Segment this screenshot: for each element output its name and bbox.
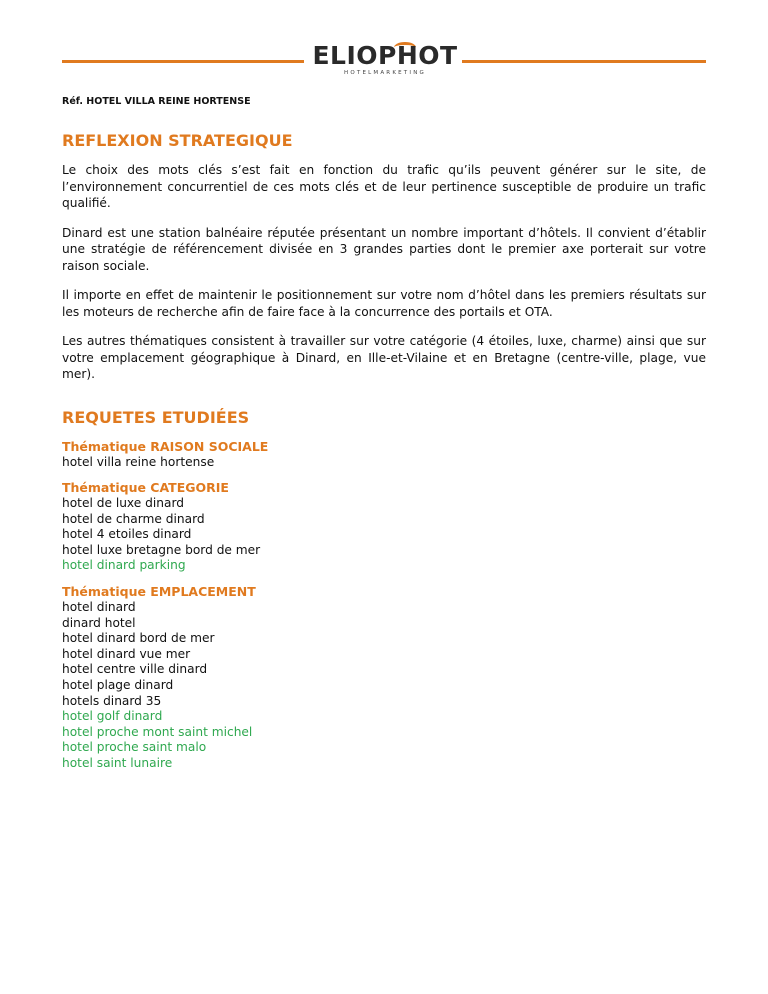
theme-title: Thématique CATEGORIE <box>62 480 229 496</box>
page-header <box>0 38 768 78</box>
keyword-item: hotel dinard <box>62 600 136 615</box>
strategy-paragraph: Il importe en effet de maintenir le positionnement sur votre nom d’hôtel dans les premiers résultats sur les moteurs de recherche afin de faire face à la concurrence des portails et OTA. <box>62 288 706 319</box>
theme-block <box>62 583 706 772</box>
keyword-item: hotel centre ville dinard <box>62 662 208 677</box>
theme-block <box>62 438 706 471</box>
eliophot-logo <box>310 42 460 78</box>
keyword-item: hotels dinard 35 <box>62 693 162 708</box>
header-rule-left <box>62 60 304 63</box>
keyword-item: hotel 4 etoiles dinard <box>62 527 192 542</box>
keyword-item: hotel de luxe dinard <box>62 496 184 511</box>
logo-text: ELIOPHOT <box>312 41 458 70</box>
strategy-title: REFLEXION STRATEGIQUE <box>62 131 293 150</box>
header-rule-right <box>462 60 706 63</box>
strategy-paragraph: Les autres thématiques consistent à travailler sur votre catégorie (4 étoiles, luxe, charme) ainsi que sur votre emplacement géographique à Dinard, en Ille-et-Vilaine et en Bretagne (centre-ville, plage, vue mer). <box>62 334 706 381</box>
logo-subtitle: HOTELMARKETING <box>344 70 426 76</box>
keyword-item-highlighted: hotel saint lunaire <box>62 756 173 770</box>
strategy-paragraph: Le choix des mots clés s’est fait en fonction du trafic qu’ils peuvent générer sur le site, de l’environnement concurrentiel de ces mots clés et de leur pertinence susceptible de produire un trafic qualifié. <box>62 163 706 210</box>
theme-title: Thématique RAISON SOCIALE <box>62 438 269 454</box>
keyword-item: hotel dinard vue mer <box>62 646 191 661</box>
strategy-paragraph: Dinard est une station balnéaire réputée présentant un nombre important d’hôtels. Il convient d’établir une stratégie de référencement divisée en 3 grandes parties dont le premier axe porterait sur votre raison sociale. <box>62 225 706 273</box>
keyword-item-highlighted: hotel dinard parking <box>62 558 186 573</box>
keyword-item-highlighted: hotel proche mont saint michel <box>62 724 253 739</box>
keyword-item: hotel plage dinard <box>62 678 174 693</box>
document-body <box>62 130 706 772</box>
keyword-item-highlighted: hotel golf dinard <box>62 709 163 724</box>
keyword-item: hotel villa reine hortense <box>62 454 215 469</box>
keyword-item: dinard hotel <box>62 615 136 630</box>
keyword-item-highlighted: hotel proche saint malo <box>62 740 207 755</box>
queries-title: REQUETES ETUDIÉES <box>62 407 250 427</box>
theme-title: Thématique EMPLACEMENT <box>62 584 256 600</box>
theme-block <box>62 479 706 574</box>
keyword-item: hotel dinard bord de mer <box>62 631 215 646</box>
keyword-item: hotel luxe bretagne bord de mer <box>62 542 261 557</box>
reference-line: Réf. HOTEL VILLA REINE HORTENSE <box>62 96 251 107</box>
keyword-item: hotel de charme dinard <box>62 511 205 526</box>
